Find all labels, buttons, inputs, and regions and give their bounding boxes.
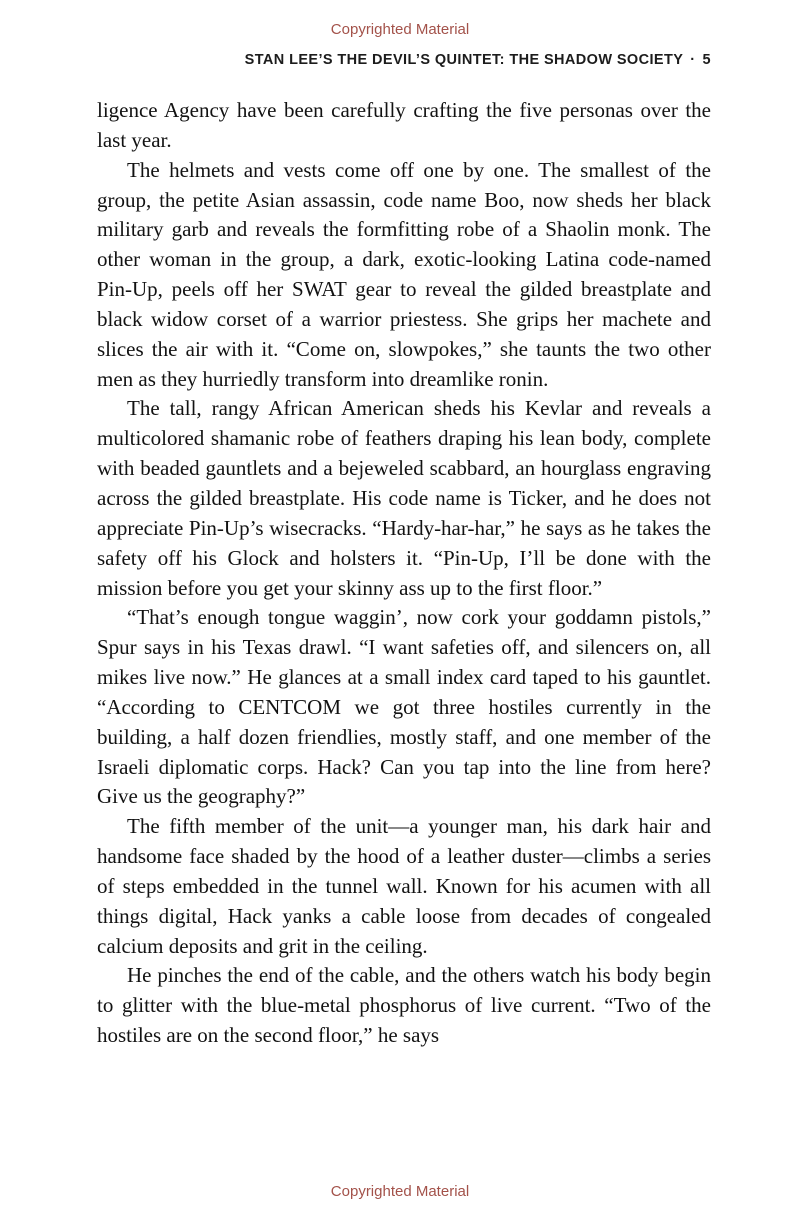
running-header: [97, 52, 711, 68]
body-paragraph: ligence Agency have been carefully crafting the five personas over the last year.: [97, 98, 711, 152]
page-number: 5: [702, 52, 711, 68]
body-paragraph: The helmets and vests come off one by one. The smallest of the group, the petite Asian assassin, code name Boo, now sheds her black military garb and reveals the formfitting robe of a Shaolin monk. The other woman in the group, a dark, exotic-looking Latina code-named Pin-Up, peels off her SWAT gear to reveal the gilded breastplate and black widow corset of a warrior priestess. She grips her machete and slices the air with it. “Come on, slowpokes,” she taunts the two other men as they hurriedly transform into dreamlike ronin.: [97, 157, 711, 391]
copyright-notice-bottom: Copyrighted Material: [330, 1183, 470, 1200]
running-header-title: STAN LEE’S THE DEVIL’S QUINTET: THE SHADOW SOCIETY: [244, 52, 684, 68]
body-paragraph: He pinches the end of the cable, and the others watch his body begin to glitter with the blue-metal phosphorus of live current. “Two of the hostiles are on the second floor,” he says: [97, 963, 711, 1048]
running-header-separator: ·: [690, 52, 696, 68]
body-text: [97, 96, 711, 1051]
body-paragraph: The tall, rangy African American sheds his Kevlar and reveals a multicolored shamanic robe of feathers draping his lean body, complete with beaded gauntlets and a bejeweled scabbard, an hourglass engraving across the gilded breastplate. His code name is Ticker, and he does not appreciate Pin-Up’s wisecracks. “Hardy-har-har,” he says as he takes the safety off his Glock and holsters it. “Pin-Up, I’ll be done with the mission before you get your skinny ass up to the first floor.”: [97, 396, 711, 600]
body-paragraph: The fifth member of the unit—a younger man, his dark hair and handsome face shaded by the hood of a leather duster—climbs a series of steps embedded in the tunnel wall. Known for his acumen with all things digital, Hack yanks a cable loose from decades of congealed calcium deposits and grit in the ceiling.: [97, 814, 711, 958]
body-paragraph: “That’s enough tongue waggin’, now cork your goddamn pistols,” Spur says in his Texas drawl. “I want safeties off, and silencers on, all mikes live now.” He glances at a small index card taped to his gauntlet. “According to CENTCOM we got three hostiles currently in the building, a half dozen friendlies, mostly staff, and one member of the Israeli diplomatic corps. Hack? Can you tap into the line from here? Give us the geography?”: [97, 605, 711, 809]
copyright-notice-top: Copyrighted Material: [330, 21, 470, 38]
